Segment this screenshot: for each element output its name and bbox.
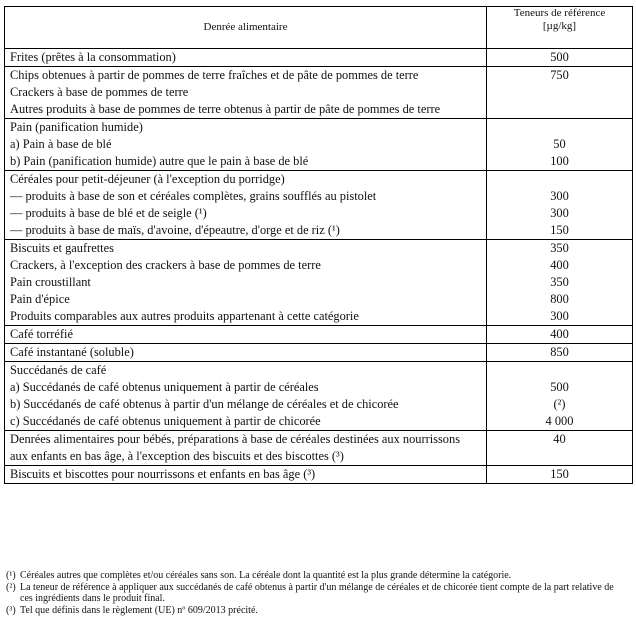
food-cell bbox=[5, 326, 487, 344]
reference-value-cell bbox=[487, 362, 633, 431]
food-item-text: aux enfants en bas âge, à l'exception des biscuits et des biscottes (³) bbox=[10, 449, 344, 463]
reference-value: 150 bbox=[550, 467, 569, 481]
food-item-text: Céréales pour petit-déjeuner (à l'exception du porridge) bbox=[10, 172, 285, 186]
reference-value-cell bbox=[487, 326, 633, 344]
reference-value-cell bbox=[487, 240, 633, 326]
reference-value: 300 bbox=[550, 309, 569, 323]
reference-value: 400 bbox=[550, 258, 569, 272]
food-item-text: Frites (prêtes à la consommation) bbox=[10, 50, 176, 64]
reference-value bbox=[487, 84, 632, 101]
reference-value bbox=[487, 171, 632, 188]
reference-value: 400 bbox=[550, 327, 569, 341]
food-item-text: Autres produits à base de pommes de terre obtenus à partir de pâte de pommes de terre bbox=[10, 102, 441, 116]
reference-value: 40 bbox=[553, 432, 566, 446]
food-item-text: Pain d'épice bbox=[10, 292, 70, 306]
food-cell bbox=[5, 49, 487, 67]
table-row bbox=[5, 171, 633, 240]
reference-value: 500 bbox=[550, 380, 569, 394]
reference-value-cell bbox=[487, 344, 633, 362]
food-cell bbox=[5, 240, 487, 326]
food-item-text: Pain (panification humide) bbox=[10, 120, 143, 134]
food-item-text: c) Succédanés de café obtenus uniquement à partir de chicorée bbox=[10, 414, 321, 428]
reference-value: (²) bbox=[553, 397, 566, 411]
footnote bbox=[6, 605, 626, 617]
reference-value-cell bbox=[487, 49, 633, 67]
reference-value bbox=[487, 119, 632, 136]
reference-header-line-2: [µg/kg] bbox=[542, 20, 577, 32]
food-item-text: — produits à base de maïs, d'avoine, d'épeautre, d'orge et de riz (¹) bbox=[10, 223, 340, 237]
food-cell bbox=[5, 362, 487, 431]
reference-value-cell bbox=[487, 67, 633, 119]
reference-value: 100 bbox=[550, 154, 569, 168]
reference-value-cell bbox=[487, 171, 633, 240]
food-cell bbox=[5, 171, 487, 240]
reference-value: 800 bbox=[550, 292, 569, 306]
reference-value: 150 bbox=[550, 223, 569, 237]
food-item-text: b) Succédanés de café obtenus à partir d'un mélange de céréales et de chicorée bbox=[10, 397, 399, 411]
table-row bbox=[5, 344, 633, 362]
food-item-text: Pain croustillant bbox=[10, 275, 91, 289]
table-row bbox=[5, 119, 633, 171]
reference-value: 750 bbox=[550, 68, 569, 82]
footnotes bbox=[6, 570, 626, 616]
table-row bbox=[5, 240, 633, 326]
food-item-text: — produits à base de blé et de seigle (¹) bbox=[10, 206, 207, 220]
reference-value: 850 bbox=[550, 345, 569, 359]
footnote-text: Céréales autres que complètes et/ou céréales sans son. La céréale dont la quantité est la plus grande détermine la catégorie. bbox=[20, 570, 512, 581]
reference-value: 350 bbox=[550, 275, 569, 289]
reference-value: 50 bbox=[553, 137, 566, 151]
table-row bbox=[5, 431, 633, 466]
table-header-row bbox=[5, 7, 633, 49]
food-item-text: Café instantané (soluble) bbox=[10, 345, 134, 359]
reference-value: 500 bbox=[550, 50, 569, 64]
table-row bbox=[5, 326, 633, 344]
table-row bbox=[5, 49, 633, 67]
food-item-text: Crackers à base de pommes de terre bbox=[10, 85, 189, 99]
food-cell bbox=[5, 431, 487, 466]
reference-levels-table bbox=[4, 6, 633, 484]
reference-value bbox=[487, 448, 632, 465]
reference-value-cell bbox=[487, 431, 633, 466]
food-cell bbox=[5, 344, 487, 362]
food-item-text: Biscuits et gaufrettes bbox=[10, 241, 114, 255]
table-row bbox=[5, 362, 633, 431]
food-item-text: b) Pain (panification humide) autre que le pain à base de blé bbox=[10, 154, 309, 168]
reference-value-cell bbox=[487, 119, 633, 171]
food-item-text: Denrées alimentaires pour bébés, préparations à base de céréales destinées aux nourrissons bbox=[10, 432, 461, 446]
food-item-text: Chips obtenues à partir de pommes de terre fraîches et de pâte de pommes de terre bbox=[10, 68, 419, 82]
table-row bbox=[5, 466, 633, 484]
footnote bbox=[6, 570, 626, 582]
food-item-text: Produits comparables aux autres produits appartenant à cette catégorie bbox=[10, 309, 359, 323]
reference-value-cell bbox=[487, 466, 633, 484]
food-cell bbox=[5, 466, 487, 484]
footnote-marker: (²) bbox=[6, 581, 16, 593]
footnote-text: Tel que définis dans le règlement (UE) nº 609/2013 précité. bbox=[20, 604, 258, 616]
food-item-text: — produits à base de son et céréales complètes, grains soufflés au pistolet bbox=[10, 189, 377, 203]
food-item-text: a) Pain à base de blé bbox=[10, 137, 112, 151]
reference-column-header bbox=[487, 7, 633, 49]
food-item-text: Biscuits et biscottes pour nourrissons et enfants en bas âge (³) bbox=[10, 467, 316, 481]
food-item-text: a) Succédanés de café obtenus uniquement à partir de céréales bbox=[10, 380, 319, 394]
footnote-text: La teneur de référence à appliquer aux succédanés de café obtenus à partir d'un mélange de céréales et de chicorée tient compte de la part relative de ces ingrédients dans le produit final. bbox=[20, 581, 614, 605]
food-item-text: Café torréfié bbox=[10, 327, 73, 341]
food-column-header: Denrée alimentaire bbox=[5, 7, 487, 49]
food-item-text: Crackers, à l'exception des crackers à base de pommes de terre bbox=[10, 258, 321, 272]
footnote bbox=[6, 582, 626, 605]
reference-value: 300 bbox=[550, 206, 569, 220]
footnote-marker: (¹) bbox=[6, 570, 16, 581]
reference-value: 350 bbox=[550, 241, 569, 255]
food-item-text: Succédanés de café bbox=[10, 363, 107, 377]
food-cell bbox=[5, 119, 487, 171]
table-row bbox=[5, 67, 633, 119]
reference-value: 300 bbox=[550, 189, 569, 203]
reference-header-line-1: Teneurs de référence bbox=[513, 7, 606, 19]
footnote-marker: (³) bbox=[6, 604, 16, 616]
reference-value bbox=[487, 362, 632, 379]
reference-value: 4 000 bbox=[545, 414, 574, 428]
food-cell bbox=[5, 67, 487, 119]
reference-value bbox=[487, 101, 632, 118]
